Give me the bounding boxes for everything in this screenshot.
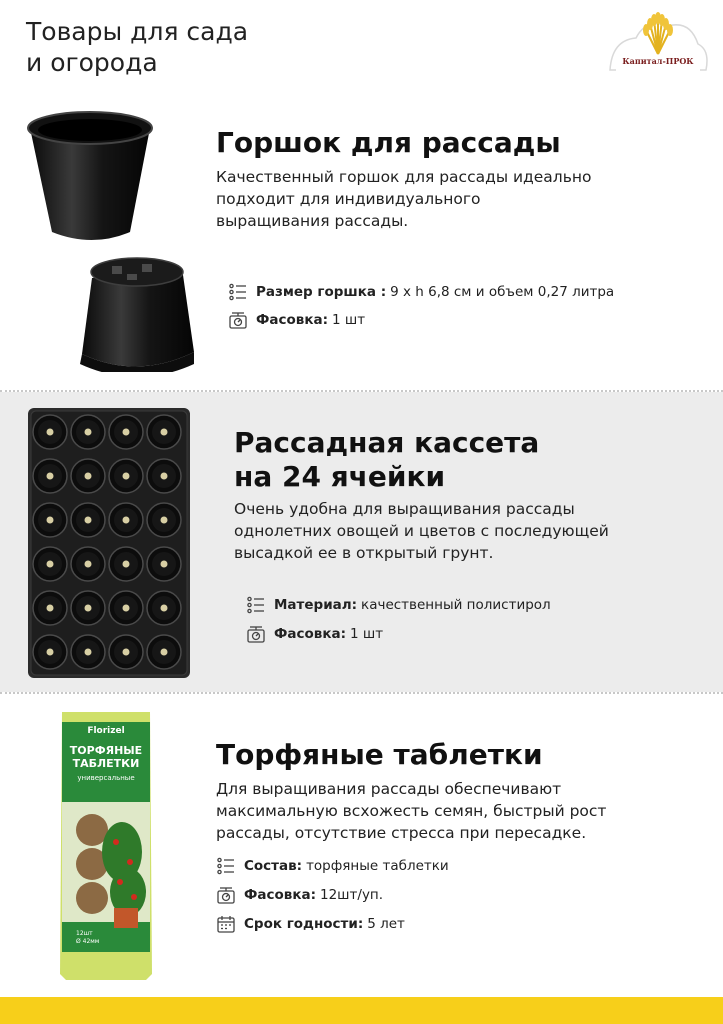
spec-value: 1 шт: [350, 626, 384, 642]
tray-cell: [33, 503, 67, 537]
tray-cell: [71, 635, 105, 669]
product-description: Очень удобна для выращивания рассады однолетних овощей и цветов с последующей высадкой ее в открытый грунт.: [234, 500, 609, 562]
tray-cell: [147, 415, 181, 449]
spec-value: 1 шт: [332, 312, 366, 328]
footer-bar: [0, 997, 723, 1024]
package-title-1: ТОРФЯНЫЕ: [69, 744, 143, 757]
company-logo: [606, 10, 710, 76]
tray-cell: [33, 547, 67, 581]
spec-value: 5 лет: [367, 916, 405, 932]
page-title: Товары для сада и огорода: [26, 17, 249, 77]
tray-cell: [33, 635, 67, 669]
spec-value: 12шт/уп.: [320, 887, 384, 903]
tray-cell: [71, 547, 105, 581]
product-title: Торфяные таблетки: [216, 738, 543, 771]
spec-value: торфяные таблетки: [306, 858, 449, 874]
spec-label: Фасовка:: [256, 312, 328, 328]
product-description: Качественный горшок для рассады идеально подходит для индивидуального выращивания рассады.: [216, 168, 592, 230]
spec-value: 9 х h 6,8 см и объем 0,27 литра: [390, 284, 615, 300]
spec-label: Размер горшка :: [256, 284, 387, 300]
scale-icon: [216, 885, 236, 905]
tray-cell: [71, 591, 105, 625]
tray-cell: [33, 415, 67, 449]
page-header: [0, 0, 723, 90]
spec-row-packing: [216, 885, 383, 905]
product-title: Рассадная кассета на 24 ячейки: [234, 426, 540, 493]
package-count: 12шт: [76, 930, 93, 937]
tray-cell: [71, 415, 105, 449]
list-icon: [216, 856, 236, 876]
spec-row-packing: [246, 624, 383, 644]
tray-cell: [109, 547, 143, 581]
logo-text: Капитал-ПРОК: [622, 56, 694, 66]
product-description: Для выращивания рассады обеспечивают максимальную всхожесть семян, быстрый рост рассады, отсутствие стресса при пересадке.: [216, 780, 607, 842]
tray-cell: [109, 503, 143, 537]
tray-cell: [71, 503, 105, 537]
package-title-2: ТАБЛЕТКИ: [72, 757, 140, 770]
scale-icon: [228, 310, 248, 330]
spec-row-shelf-life: [216, 914, 405, 934]
package-size: Ø 42мм: [76, 938, 100, 945]
tray-cell: [109, 591, 143, 625]
product-section-pot: [0, 90, 723, 390]
tray-cell: [147, 591, 181, 625]
list-icon: [228, 282, 248, 302]
tray-cell: [109, 415, 143, 449]
peat-package-image: [58, 712, 154, 982]
product-section-peat: [0, 694, 723, 997]
tray-cell: [147, 503, 181, 537]
spec-label: Состав:: [244, 858, 303, 874]
tray-cell: [71, 459, 105, 493]
spec-label: Срок годности:: [244, 916, 364, 932]
spec-row-size: [228, 282, 614, 302]
spec-label: Материал:: [274, 597, 358, 613]
spec-row-packing: [228, 310, 365, 330]
product-section-cassette: [0, 392, 723, 692]
tray-cell: [33, 459, 67, 493]
tray-cell: [147, 459, 181, 493]
list-icon: [246, 595, 266, 615]
tray-cell: [147, 547, 181, 581]
tray-cell: [147, 635, 181, 669]
package-brand: Florizel: [87, 726, 125, 736]
spec-row-composition: [216, 856, 449, 876]
product-title: Горшок для рассады: [216, 126, 561, 159]
seedling-tray-image: [28, 408, 190, 678]
spec-value: качественный полистирол: [361, 597, 551, 613]
scale-icon: [246, 624, 266, 644]
seedling-pot-image: [22, 102, 202, 372]
spec-row-material: [246, 595, 551, 615]
spec-label: Фасовка:: [274, 626, 346, 642]
tray-cell: [109, 459, 143, 493]
wheat-logo-icon: [606, 10, 710, 76]
calendar-icon: [216, 914, 236, 934]
tray-cell: [33, 591, 67, 625]
tray-cell: [109, 635, 143, 669]
spec-label: Фасовка:: [244, 887, 316, 903]
package-subtitle: универсальные: [77, 774, 135, 782]
